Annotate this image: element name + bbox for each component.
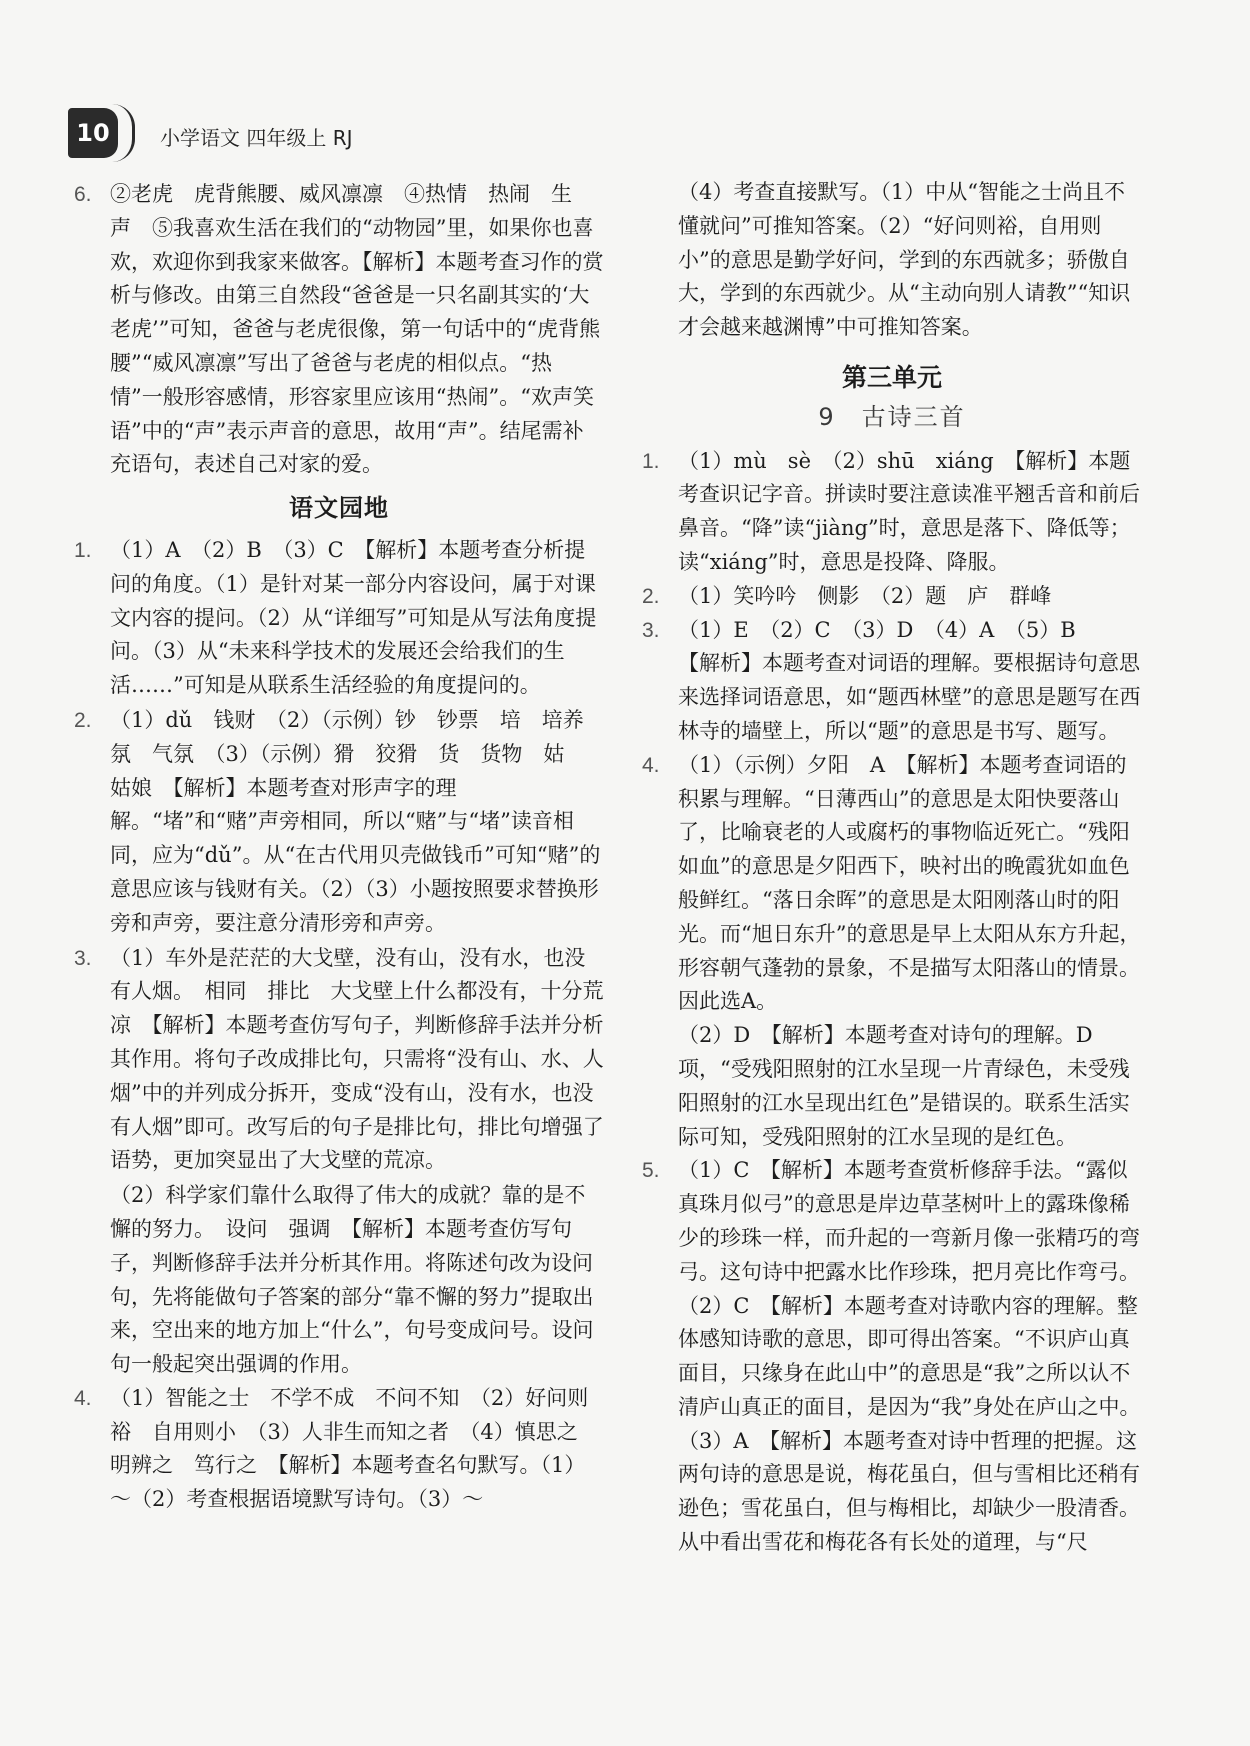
answer-explanation: 【解析】本题考查对词语的理解。要根据诗句意思来选择词语意思，如“题西林壁”的意思是题写在西林寺的墙壁上，所以“题”的意思是书写、题写。 (678, 651, 1141, 743)
answer-item (74, 534, 604, 703)
item-text: （1）A （2）B （3）C 【解析】本题考查分析提问的角度。（1）是针对某一部分内容设问，属于对课文内容的提问。（2）从“详细写”可知是从写法角度提问。（3）从“未来科学技术的发展还会给我们的生活……”可知是从联系生活经验的角度提问的。 (110, 537, 597, 698)
item-number: 3. (74, 946, 92, 970)
unit-title: 第三单元 (841, 362, 942, 392)
item-text: （1）C 【解析】本题考查赏析修辞手法。“露似真珠月似弓”的意思是岸边草茎树叶上的露珠像稀少的珍珠一样，而升起的一弯新月像一张精巧的弯弓。这句诗中把露水比作珍珠，把月亮比作弯弓。 (678, 1158, 1140, 1284)
item-number: 5. (642, 1159, 660, 1183)
continued-text: （4）考查直接默写。（1）中从“智能之士尚且不懂就问”可推知答案。（2）“好问则裕，自用则小”的意思是勤学好问，学到的东西就多；骄傲自大，学到的东西就少。从“主动向别人请教”“知识才会越来越渊博”中可推知答案。 (678, 180, 1131, 340)
answer-subitem: （2）D 【解析】本题考查对诗句的理解。D项，“受残阳照射的江水呈现一片青绿色，未受残阳照射的江水呈现出红色”是错误的。联系生活实际可知，受残阳照射的江水呈现的是红色。 (678, 1023, 1130, 1149)
item-text: （1）（示例）夕阳 A 【解析】本题考查词语的积累与理解。“日薄西山”的意思是太阳快要落山了，比喻衰老的人或腐朽的事物临近死亡。“残阳如血”的意思是夕阳西下，映衬出的晚霞犹如血色般鲜红。“落日余晖”的意思是太阳刚落山时的阳光。而“旭日东升”的意思是早上太阳从东方升起，形容朝气蓬勃的景象，不是描写太阳落山的情景。因此选A。 (678, 752, 1141, 1014)
item-number: 3. (642, 618, 660, 642)
book-title: 小学语文 四年级上 RJ (160, 126, 353, 150)
answer-item (642, 1154, 1142, 1289)
page-number: 10 (68, 108, 118, 158)
item-number: 1. (642, 449, 660, 473)
item-text: （1）dǔ 钱财 （2）（示例）钞 钞票 培 培养 氛 气氛 （3）（示例）猾 狡猾 货 货物 姑 姑娘 【解析】本题考查对形声字的理解。“堵”和“赌”声旁相同，所以“赌”与“堵”读音相同，应为“dǔ”。从“在古代用贝壳做钱币”可知“赌”的意思应该与钱财有关。（2）（3）小题按照要求替换形旁和声旁，要注意分清形旁和声旁。 (110, 707, 605, 935)
item-number: 2. (74, 708, 92, 732)
answer-subitem: （2）科学家们靠什么取得了伟大的成就？靠的是不懈的努力。 设问 强调 【解析】本题考查仿写句子，判断修辞手法并分析其作用。将陈述句改为设问句，先将能做句子答案的部分“靠不懈的努力”提取出来，空出来的地方加上“什么”，句号变成问号。设问句一般起突出强调的作用。 (110, 1183, 594, 1377)
answer-item (74, 1382, 604, 1517)
item-text: （1）mù sè （2）shū xiáng 【解析】本题考查识记字音。拼读时要注意读准平翘舌音和前后鼻音。“降”读“jiàng”时，意思是落下、降低等；读“xiáng”时，意思是投降、降服。 (678, 448, 1140, 574)
item-number: 2. (642, 584, 660, 608)
answer-subitem: （2）C 【解析】本题考查对诗歌内容的理解。整体感知诗歌的意思，即可得出答案。“不识庐山真面目，只缘身在此山中”的意思是“我”之所以认不清庐山真正的面目，是因为“我”身处在庐山之中。 (678, 1293, 1141, 1419)
answer-item (642, 445, 1142, 580)
answer-item (74, 704, 604, 941)
item-text: ②老虎 虎背熊腰、威风凛凛 ④热情 热闹 生 声 ⑤我喜欢生活在我们的“动物园”里，如果你也喜欢，欢迎你到我家来做客。【解析】本题考查习作的赏析与修改。由第三自然段“爸爸是一只名副其实的‘大老虎’”可知，爸爸与老虎很像，第一句话中的“虎背熊腰”“威风凛凛”写出了爸爸与老虎的相似点。“热情”一般形容感情，形容家里应该用“热闹”。“欢声笑语”中的“声”表示声音的意思，故用“声”。结尾需补充语句，表述自己对家的爱。 (110, 182, 604, 477)
item-text: （1）E （2）C （3）D （4）A （5）B (678, 617, 1076, 642)
answer-subitem: （3）A 【解析】本题考查对诗中哲理的把握。这两句诗的意思是说，梅花虽白，但与雪相比还稍有逊色；雪花虽白，但与梅相比，却缺少一股清香。从中看出雪花和梅花各有长处的道理，与“尺 (678, 1428, 1140, 1555)
item-number: 4. (74, 1386, 92, 1410)
lesson-title: 9 古诗三首 (818, 402, 966, 431)
left-column (74, 178, 604, 1518)
answer-item (74, 942, 604, 1179)
answer-item (642, 749, 1142, 1019)
answer-item (642, 614, 1142, 648)
answer-item (74, 178, 604, 482)
item-text: （1）笑吟吟 侧影 （2）题 庐 群峰 (678, 583, 1052, 608)
item-text: （1）智能之士 不学不成 不问不知 （2）好问则裕 自用则小 （3）人非生而知之者 （4）慎思之 明辨之 笃行之 【解析】本题考查名句默写。（1）～（2）考查根据语境默写诗句。（3）～ (110, 1385, 599, 1512)
header-arc-decoration (112, 104, 135, 162)
section-title: 语文园地 (289, 494, 389, 523)
item-number: 6. (74, 183, 92, 206)
answer-item (642, 580, 1142, 614)
item-number: 4. (642, 753, 660, 777)
item-text: （1）车外是茫茫的大戈壁，没有山，没有水，也没有人烟。 相同 排比 大戈壁上什么都没有，十分荒凉 【解析】本题考查仿写句子，判断修辞手法并分析其作用。将句子改成排比句，只需将“没有山、水、人烟”中的并列成分拆开，变成“没有山，没有水，也没有人烟”即可。改写后的句子是排比句，排比句增强了语势，更加突显出了大戈壁的荒凉。 (110, 945, 604, 1173)
item-number: 1. (74, 538, 92, 562)
right-column (642, 176, 1142, 1560)
